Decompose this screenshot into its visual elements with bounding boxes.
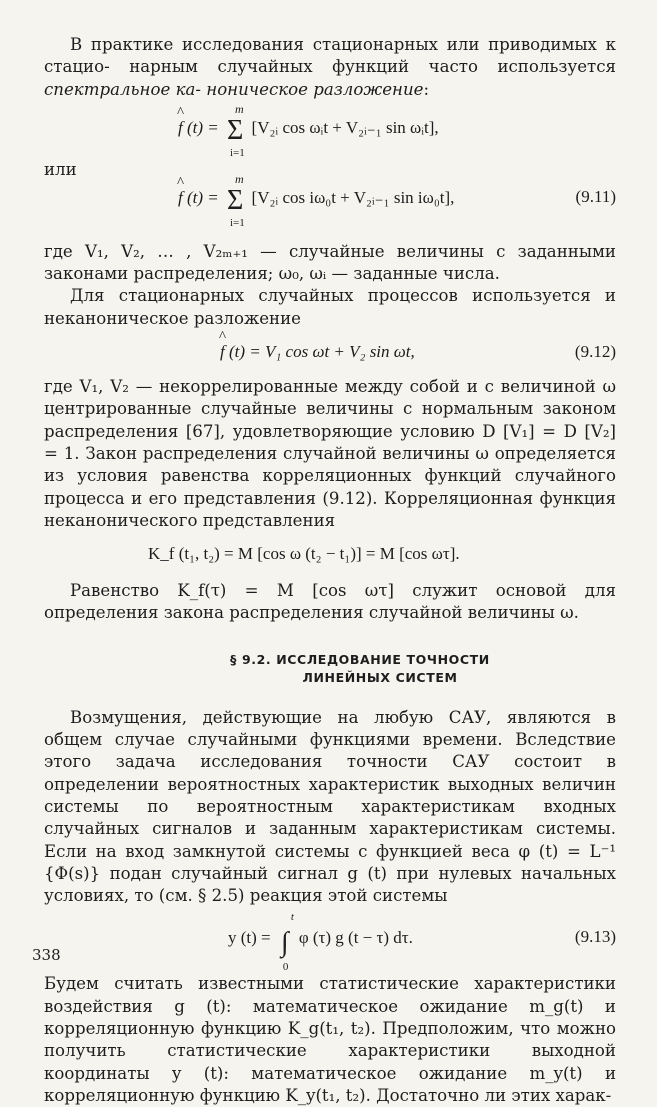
formula-9-13: [44, 907, 616, 973]
sum-symbol-1: Σ m i=1: [227, 101, 245, 159]
integral-upper: t: [290, 911, 294, 924]
formula-canonical: [44, 101, 616, 159]
intro-italic-2: ноническое разложение: [206, 79, 424, 99]
formula-2-lhs: ^ f (t) =: [178, 188, 219, 208]
section-heading: [44, 651, 616, 687]
noncanonical-intro: Для стационарных случайных процессов используется и неканоническое разложение: [44, 286, 616, 328]
intro-colon: :: [423, 79, 430, 99]
statistics-paragraph: Будем считать известными статистические характеристики воздействия g (t): математическое ожидание m_g(t) и корреляционную функцию K_g(t₁, t₂). Предположим, что можно получить статистические характеристики выходной координаты y (t): математическое ожидание m_y(t) и корреляционную функцию K_y(t₁, t₂). Достаточно ли этих харак-: [44, 974, 616, 1105]
formula-1-body: [V₂ᵢ cos ωᵢt + V₂ᵢ₋₁ sin ωᵢt],: [251, 117, 439, 137]
page-number: 338: [32, 946, 61, 964]
or-word: или: [44, 159, 77, 179]
formula-4: K_f (t₁, t₂) = M [cos ω (t₂ − t₁)] = M [cos ωτ].: [148, 544, 460, 564]
intro-italic-1: спектральное ка-: [44, 79, 201, 99]
formula-9-12: [44, 330, 616, 376]
integral-lower: 0: [282, 961, 289, 974]
sum-upper-2: m: [235, 171, 244, 186]
disturbances-paragraph: Возмущения, действующие на любую САУ, являются в общем случае случайными функциями времени. Вследствие этого задача исследования точности САУ состоит в определении вероятностных характеристик выходных величин системы по вероятностным характеристикам входных случайных сигналов и заданным характеристикам системы. Если на вход замкнутой системы с функцией веса φ (t) = L⁻¹ {Φ(s)} подан случайный сигнал g (t) при нулевых начальных условиях, то (см. § 2.5) реакция этой системы: [44, 707, 616, 906]
section-heading-line-1: § 9.2. ИССЛЕДОВАНИЕ ТОЧНОСТИ: [230, 651, 490, 667]
section-heading-line-2: ЛИНЕЙНЫХ СИСТЕМ: [302, 669, 458, 685]
formula-3: ^ f (t) = V₁ cos ωt + V₂ sin ωt,: [220, 342, 415, 362]
formula-9-11: [44, 171, 616, 241]
formula-5-lhs: y (t) =: [228, 928, 271, 948]
formula-5-body: φ (τ) g (t − τ) dτ.: [298, 928, 413, 948]
variables-paragraph: где V₁, V₂, … , V₂ₘ₊₁ — случайные величины с заданными законами распределения; ω₀, ωᵢ — заданные числа.: [44, 241, 616, 284]
equality-paragraph: Равенство K_f(τ) = M [cos ωτ] служит основой для определения закона распределения случайной величины ω.: [44, 581, 616, 623]
sum-symbol-2: Σ m i=1: [227, 171, 245, 229]
page-body: [44, 34, 616, 1107]
sum-lower-2: i=1: [230, 216, 245, 229]
correlation-paragraph: где V₁, V₂ — некоррелированные между собой и с величиной ω центрированные случайные величины с нормальным законом распределения [67], удовлетворяющие условию D [V₁] = D [V₂] = 1. Закон распределения случайной величины ω определяется из условия равенства корреляционных функций случайного процесса и его представления (9.12). Корреляционная функция неканонического представления: [44, 377, 616, 530]
intro-line-2: нарным случайных функций часто используется: [129, 57, 616, 77]
sum-lower-1: i=1: [230, 146, 245, 159]
sum-upper-1: m: [235, 101, 244, 116]
integral-symbol: ∫ t 0: [280, 911, 294, 974]
intro-line-1: В практике исследования стационарных или приводимых к стацио-: [44, 35, 616, 77]
formula-correlation: [44, 532, 616, 580]
equation-number-9-11: (9.11): [575, 186, 616, 206]
formula-2-body: [V₂ᵢ cos iω₀t + V₂ᵢ₋₁ sin iω₀t],: [251, 187, 455, 207]
formula-1-lhs: ^ f (t) =: [178, 118, 219, 138]
equation-number-9-13: (9.13): [574, 927, 616, 947]
equation-number-9-12: (9.12): [574, 342, 616, 362]
intro-paragraph: [44, 34, 616, 101]
